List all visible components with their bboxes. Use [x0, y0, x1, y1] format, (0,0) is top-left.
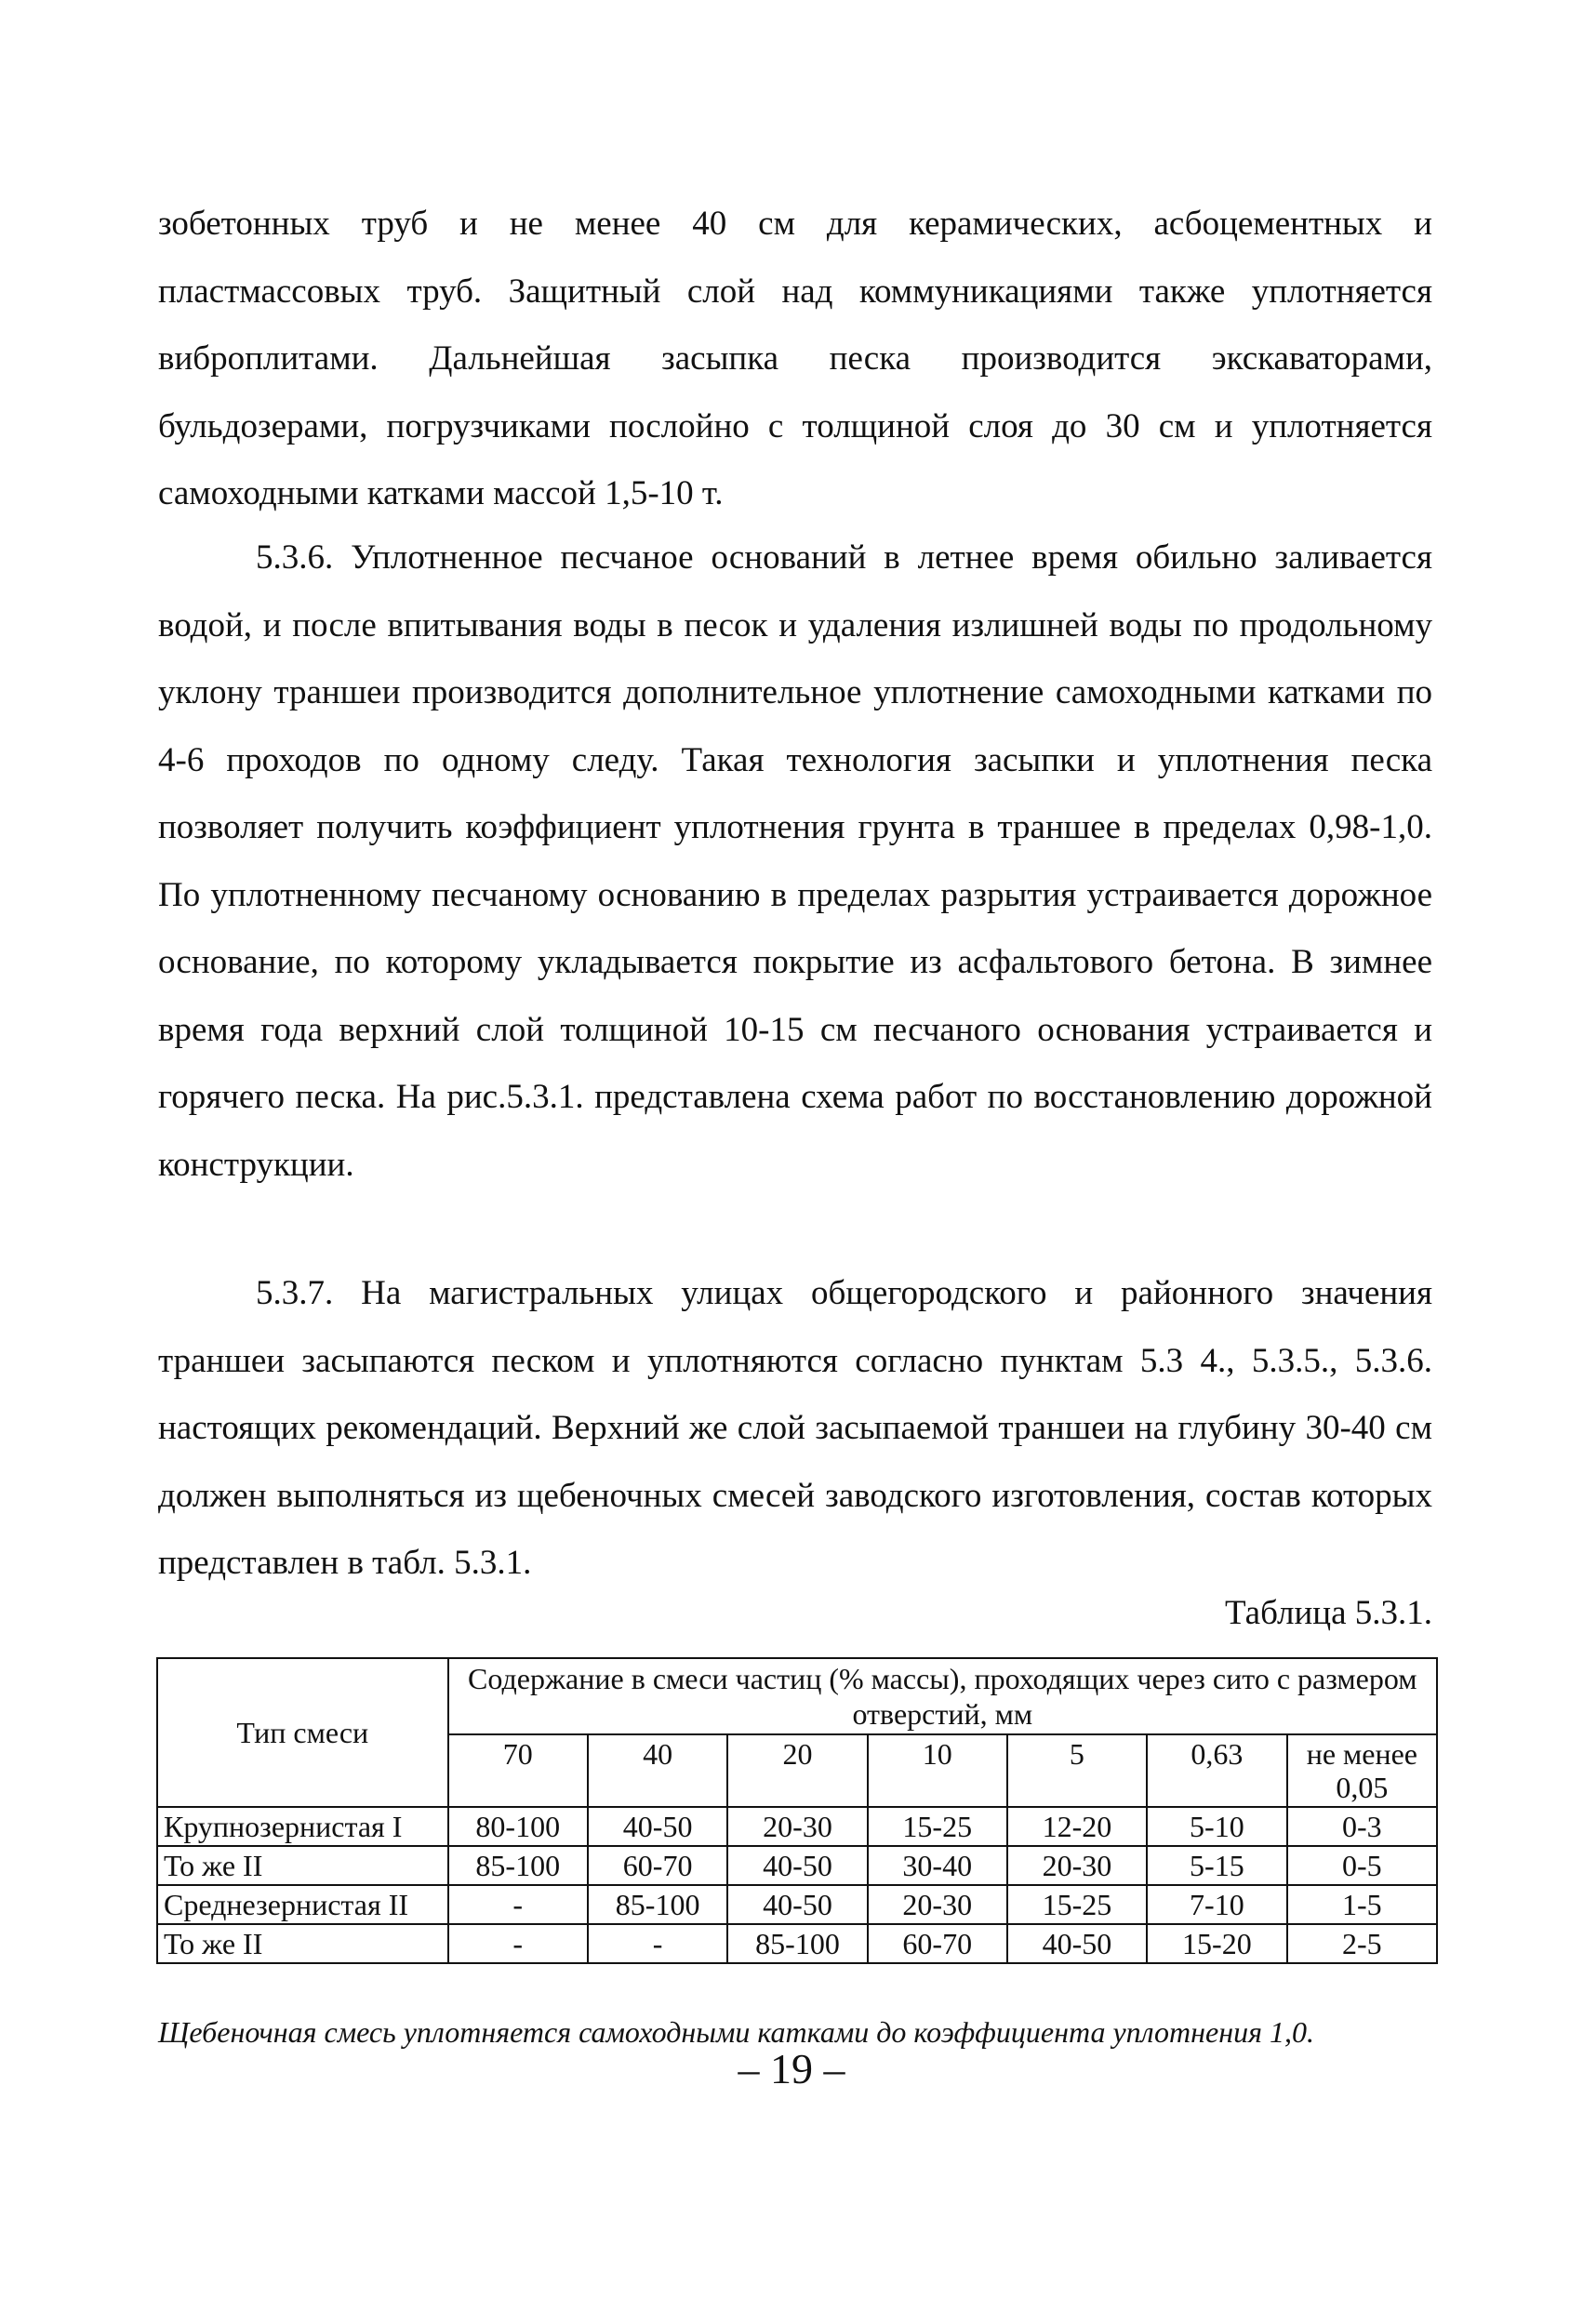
table-cell: 12-20 [1007, 1807, 1147, 1846]
table-cell: 20-30 [1007, 1846, 1147, 1885]
paragraph-continuation [158, 191, 1432, 528]
table-cell: 15-25 [1007, 1885, 1147, 1924]
table-cell: - [588, 1924, 727, 1963]
gravel-mix-table [156, 1657, 1438, 1964]
table-cell: 40-50 [588, 1807, 727, 1846]
table-header-row [157, 1658, 1437, 1734]
page-number: – 19 – [738, 2045, 845, 2092]
table-cell: - [448, 1885, 588, 1924]
paragraph-text: 5.3.6. Уплотненное песчаное оснований в летнее время обильно заливается водой, и после впитывания воды в песок и удаления излишней воды по продольному уклону траншеи производится дополнительное уплотнение самоходными катками по 4-6 проходов по одному следу. Такая технология засыпки и уплотнения песка позволяет получить коэффициент уплотнения грунта в траншее в пределах 0,98-1,0. По уплотненному песчаному основанию в пределах разрытия устраивается дорожное основание, по которому укладывается покрытие из асфальтового бетона. В зимнее время года верхний слой толщиной 10-15 см песчаного основания устраивается и горячего песка. На рис.5.3.1. представлена схема работ по восстановлению дорожной конструкции. [158, 538, 1432, 1184]
type-column-header: Тип смеси [157, 1658, 448, 1807]
table-cell: 40-50 [1007, 1924, 1147, 1963]
table-cell: 30-40 [868, 1846, 1007, 1885]
table-cell: 5-10 [1147, 1807, 1287, 1846]
table-footnote: Щебеночная смесь уплотняется самоходными катками до коэффициента уплотнения 1,0. [158, 2015, 1314, 2049]
table-cell: - [448, 1924, 588, 1963]
table-cell: 40-50 [727, 1885, 867, 1924]
table-row [157, 1924, 1437, 1963]
paragraph-5-3-6 [158, 525, 1432, 1199]
sieve-size-header: 20 [727, 1734, 867, 1807]
table-cell: 15-25 [868, 1807, 1007, 1846]
table-cell: 7-10 [1147, 1885, 1287, 1924]
paragraph-text: зобетонных труб и не менее 40 см для керамических, асбоцементных и пластмассовых труб. Защитный слой над коммуникациями также уплотняется виброплитами. Дальнейшая засыпка песка производится экскаваторами, бульдозерами, погрузчиками послойно с толщиной слоя до 30 см и уплотняется самоходными катками массой 1,5-10 т. [158, 205, 1432, 512]
table-cell: 60-70 [588, 1846, 727, 1885]
table-cell: 85-100 [588, 1885, 727, 1924]
table-cell: 40-50 [727, 1846, 867, 1885]
table-cell: 60-70 [868, 1924, 1007, 1963]
table-cell: 20-30 [868, 1885, 1007, 1924]
table-cell: 80-100 [448, 1807, 588, 1846]
table-cell: 2-5 [1287, 1924, 1437, 1963]
table-cell: 0-3 [1287, 1807, 1437, 1846]
table-cell: 20-30 [727, 1807, 867, 1846]
sieve-size-header: не менее 0,05 [1287, 1734, 1437, 1807]
paragraph-5-3-7 [158, 1260, 1432, 1598]
table-cell: 0-5 [1287, 1846, 1437, 1885]
table-row [157, 1846, 1437, 1885]
sieve-size-header: 10 [868, 1734, 1007, 1807]
sieve-size-header: 0,63 [1147, 1734, 1287, 1807]
sieve-group-header: Содержание в смеси частиц (% массы), проходящих через сито с размером отверстий, мм [448, 1658, 1437, 1734]
mix-type-cell: Среднезернистая II [157, 1885, 448, 1924]
paragraph-text: 5.3.7. На магистральных улицах общегородского и районного значения траншеи засыпаются песком и уплотняются согласно пунктам 5.3 4., 5.3.5., 5.3.6. настоящих рекомендаций. Верхний же слой засыпаемой траншеи на глубину 30-40 см должен выполняться из щебеночных смесей заводского изготовления, состав которых представлен в табл. 5.3.1. [158, 1274, 1432, 1582]
table-cell: 5-15 [1147, 1846, 1287, 1885]
mix-type-cell: То же II [157, 1846, 448, 1885]
table-cell: 1-5 [1287, 1885, 1437, 1924]
mix-type-cell: То же II [157, 1924, 448, 1963]
table-cell: 85-100 [448, 1846, 588, 1885]
sieve-size-header: 70 [448, 1734, 588, 1807]
table-cell: 85-100 [727, 1924, 867, 1963]
table-caption: Таблица 5.3.1. [1225, 1594, 1432, 1632]
table-row [157, 1807, 1437, 1846]
table-row [157, 1885, 1437, 1924]
mix-type-cell: Крупнозернистая I [157, 1807, 448, 1846]
sieve-size-header: 40 [588, 1734, 727, 1807]
sieve-size-header: 5 [1007, 1734, 1147, 1807]
table-cell: 15-20 [1147, 1924, 1287, 1963]
